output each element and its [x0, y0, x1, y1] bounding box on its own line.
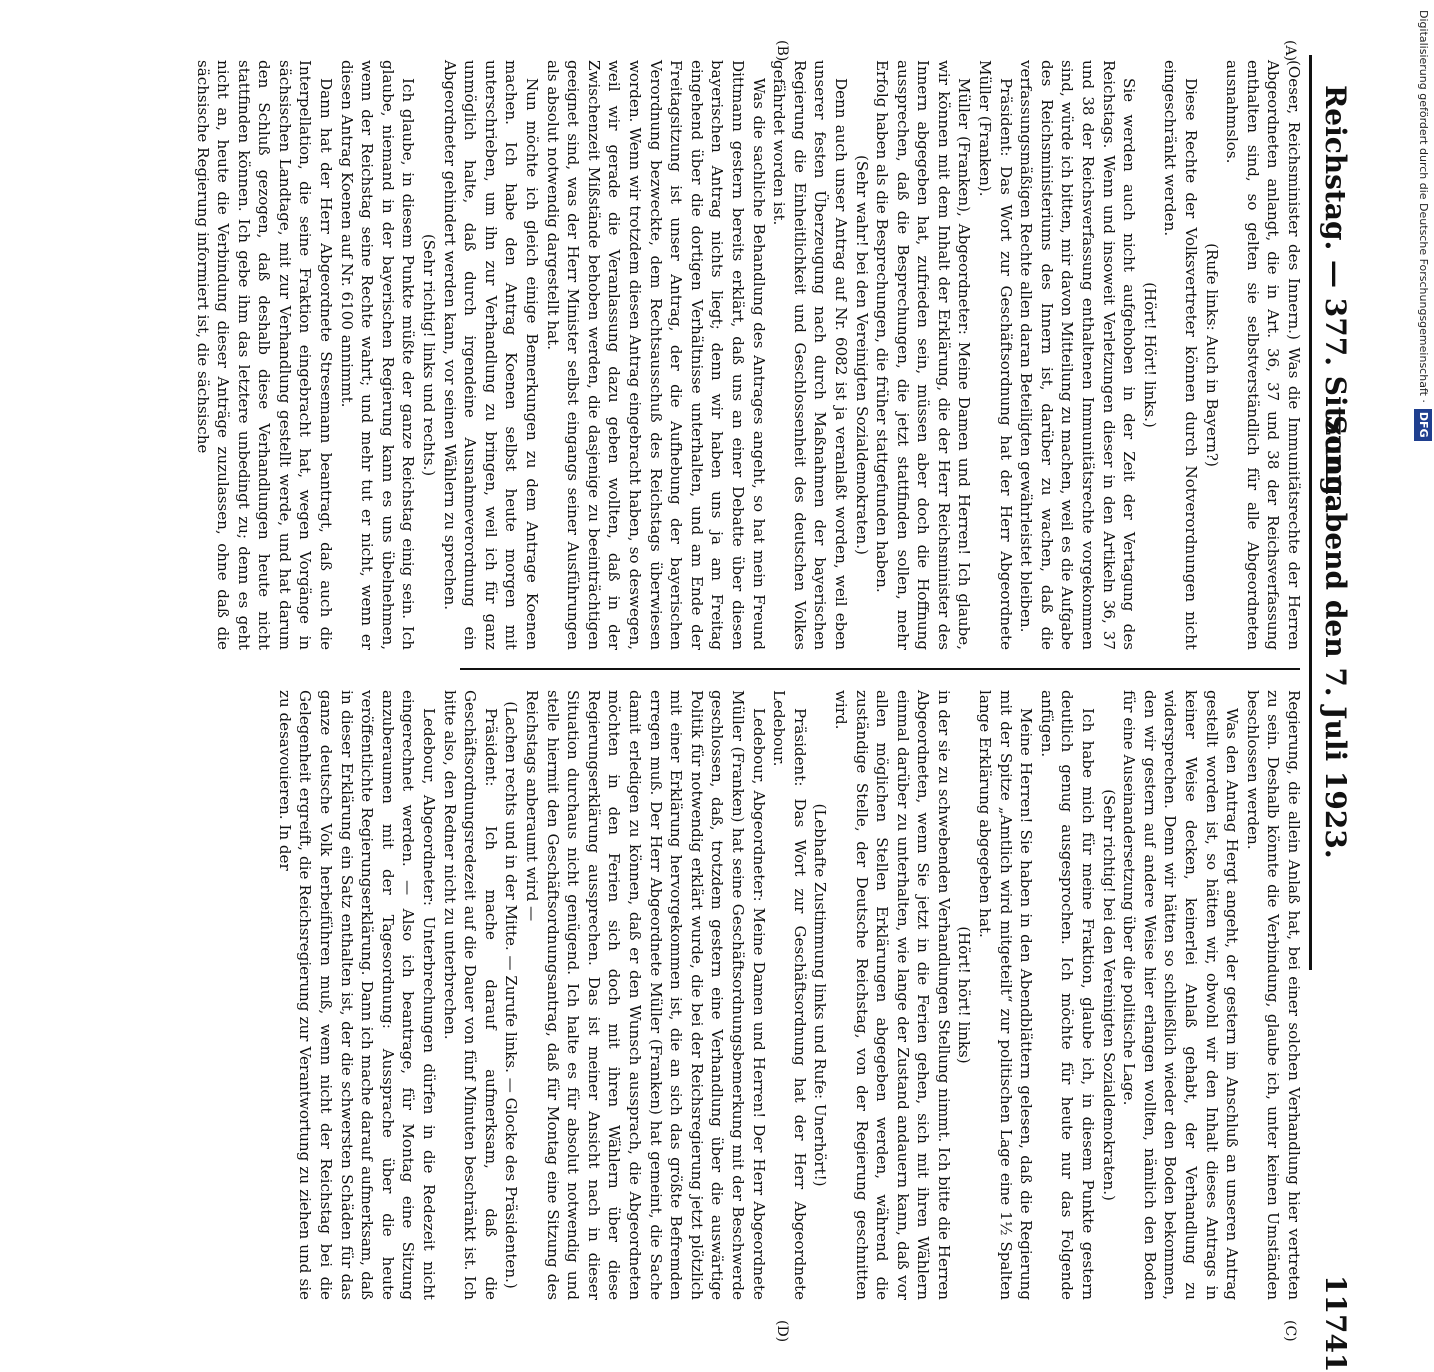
- paragraph: Ich habe mich für meine Fraktion, glaube ich, in diesem Punkte gestern deutlich genug ausgesprochen. Ich möchte für heute nur das Folgende anfügen.: [1037, 690, 1098, 1300]
- speaker-paragraph: Ledebour, Abgeordneter: Unterbrechungen dürfen in die Redezeit nicht eingerechnet werden. — Also ich beantrage, für Montag eine Sitzung anzuberaumen mit der Tagesordnung: Aussprache über die heute veröffentlichte Regierungserklärung. Dann ich mache darauf aufmerksam, daß in dieser Erklärung ein Satz enthalten ist, der die schwersten Schäden für das ganze deutsche Volk herbeiführen muß, wenn nicht der Reichstag bei die Gelegenheit ergreift, die Reichsregierung zur Verantwortung zu ziehen und sie zu desavouieren. In der: [275, 690, 439, 1300]
- speaker-paragraph: Präsident: Das Wort zur Geschäftsordnung hat der Herr Abgeordnete Müller (Franken).: [976, 60, 1015, 650]
- paragraph: in der sie zu schwebenden Verhandlungen Stellung nimmt. Ich bitte die Herren Abgeordneten, wenn Sie jetzt in die Ferien gehen, sich mit ihren Wählern einmal darüber zu unterhalten, wie lange der Zustand andauern kann, daß vor allen möglichen Stellen Erklärungen abgegeben werden, während die zuständige Stelle, der Deutsche Reichstag, von der Regierung geschnitten wird.: [831, 690, 953, 1300]
- paragraph: Denn auch unser Antrag auf Nr. 6082 ist ja veranlaßt worden, weil eben unserer festen Überzeugung nach durch Maßnahmen der bayerischen Regierung die Einheitlichkeit und Geschlossenheit des deutschen Volkes gefährdet worden ist.: [770, 60, 850, 650]
- interjection: (Lachen rechts und in der Mitte. — Zurufe links. — Glocke des Präsidenten.): [502, 701, 521, 1289]
- page-header: [1309, 55, 1360, 1372]
- text-column-right: [275, 690, 1304, 1300]
- credit-text: Digitalisierung gefördert durch die Deutsche Forschungsgemeinschaft ·: [1417, 10, 1430, 403]
- paragraph: Meine Herren! Sie haben in den Abendblättern gelesen, daß die Regierung mit der Spitze „Amtlich wird mitgeteilt“ zur politischen Lage eine 1½ Spalten lange Erklärung abgegeben hat.: [976, 690, 1036, 1300]
- paragraph: Regierung, die allein Anlaß hat, bei einer solchen Verhandlung hier vertreten zu sein. Deshalb könnte die Verbindung, glaube ich, unter keinen Umständen beschlossen werden.: [1243, 690, 1303, 1300]
- interjection: (Sehr richtig! bei den Vereinigten Sozialdemokraten.): [1099, 789, 1118, 1201]
- paragraph: Diese Rechte der Volksvertreter können durch Notverordnungen nicht eingeschränkt werden.: [1161, 60, 1201, 650]
- header-left: Reichstag. — 377. Sitzung.: [1319, 85, 1352, 506]
- interjection: (Sehr richtig! links und rechts.): [420, 233, 439, 477]
- interjection: (Hört! Hört! links.): [1140, 282, 1159, 428]
- paragraph: Was die sachliche Behandlung des Antrages angeht, so hat mein Freund Dittmann gestern bereits erklärt, daß uns an einer Debatte über diesen bayerischen Antrag nichts liegt; denn wir haben uns ja am Freitag eingehend über die dortigen Verhältnisse unterhalten, und am Ende der Freitagsitzung ist unser Antrag, der die Aufhebung der bayerischen Verordnung bezweckte, dem Rechtsausschuß des Reichstags überwiesen worden. Wenn wir trotzdem diesen Antrag eingebracht haben, so deswegen, weil wir gerade die Veranlassung dazu geben wollten, daß in der Zwischenzeit Mißstände behoben werden, die dasjenige zu beeinträchtigen geeignet sind, was der Herr Minister selbst eingangs seiner Ausführungen als absolut notwendig dargestellt hat.: [543, 60, 768, 650]
- margin-marker-c: (C): [1282, 1320, 1298, 1342]
- page-number: 11741: [1319, 1275, 1352, 1372]
- paragraph: (Oeser, Reichsminister des Innern.) Was die Immunitätsrechte der Herren Abgeordneten anlangt, die in Art. 36, 37 und 38 der Reichsverfassung enthalten sind, so gelten sie selbstverständlich für alle Abgeordneten ausnahmslos.: [1223, 60, 1303, 650]
- interjection: (Lebhafte Zustimmung links und Rufe: Unerhört!): [811, 803, 830, 1187]
- paragraph: Nun möchte ich gleich einige Bemerkungen zu dem Antrage Koenen machen. Ich habe den Antrag Koenen selbst heute morgen mit unterschrieben, um ihn zur Verhandlung zu bringen, weil ich für ganz unmöglich halte, daß durch irgendeine Ausnahmeverordnung ein Abgeordneter gehindert werden kann, vor seinen Wählern zu sprechen.: [440, 60, 542, 650]
- digitization-credit: [1416, 10, 1434, 990]
- speaker-paragraph: Präsident: Ich mache darauf aufmerksam, daß die Geschäftsordnungsredezeit auf die Dauer von fünf Minuten beschränkt ist. Ich bitte also, den Redner nicht zu unterbrechen.: [440, 690, 500, 1300]
- margin-marker-a: (A): [1282, 40, 1298, 62]
- speaker-paragraph: Müller (Franken), Abgeordneter: Meine Damen und Herren! Ich glaube, wir können mit dem Inhalt der Erklärung, die der Herr Reichsminister des Innern abgegeben hat, zufrieden sein, müssen aber doch die Hoffnung aussprechen, daß die Besprechungen, die jetzt stattfinden sollen, mehr Erfolg haben als die Besprechungen, die früher stattgefunden haben.: [873, 60, 974, 650]
- dfg-logo: DFG: [1414, 409, 1432, 441]
- paragraph: Dann hat der Herr Abgeordnete Stresemann beantragt, daß auch die Interpellation, die seine Fraktion eingebracht hat, wegen Vorgänge in sächsischen Landtage, mit zur Verhandlung gestellt werde, und hat darum den Schluß gezogen, daß deshalb diese Verhandlungen heute nicht stattfinden können. Ich gebe ihm das letztere unbedingt zu; denn es geht nicht an, heute die Verbindung dieser Anträge zuzulassen, ohne daß die sächsische Regierung informiert ist, die sächsische: [193, 60, 336, 650]
- interjection: (Sehr wahr! bei den Vereinigten Sozialdemokraten.): [852, 155, 871, 555]
- margin-marker-b: (B): [774, 40, 790, 62]
- interjection: (Rufe links: Auch in Bayern?): [1202, 243, 1221, 467]
- speaker-paragraph: Präsident: Das Wort zur Geschäftsordnung hat der Herr Abgeordnete Ledebour.: [770, 690, 809, 1300]
- speaker-paragraph: Ledebour, Abgeordneter: Meine Damen und Herren! Der Herr Abgeordnete Müller (Franken) hat seine Geschäftsordnungsbemerkung mit der Beschwerde geschlossen, daß, trotzdem gestern eine Verhandlung über die auswärtige Politik für notwendig erklärt wurde, die bei der Reichsregierung jetzt plötzlich mit einer Erklärung hervorgekommen ist, die an sich das größte Befremden erregen muß. Der Herr Abgeordnete Müller (Franken) hat gemeint, die Sache damit erledigen zu können, daß er den Wunsch aussprach, die Abgeordneten möchten in den Ferien sich doch mit ihren Wählern über diese Regierungserklärung aussprechen. Das ist meiner Ansicht nach in dieser Situation durchaus nicht genügend. Ich halte es für absolut notwendig und stelle hiermit den Geschäftsordnungsantrag, daß für Montag eine Sitzung des Reichstags anberaumt wird —: [523, 690, 768, 1300]
- paragraph: Was den Antrag Hergt angeht, der gestern im Anschluß an unseren Antrag gestellt worden ist, so hätten wir, obwohl wir den Inhalt dieses Antrags in keiner Weise decken, keinerlei Anlaß gehabt, der Verhandlung zu widersprechen. Denn wir hätten so schließlich wieder den Boden bekommen, den wir gestern auf andere Weise hier erlangen wollten, nämlich den Boden für eine Auseinandersetzung über die politische Lage.: [1120, 690, 1242, 1300]
- column-divider: [460, 668, 1300, 670]
- paragraph: Sie werden auch nicht aufgehoben in der Zeit der Vertagung des Reichstags. Wenn und insoweit Verletzungen dieser in den Artikeln 36, 37 und 38 der Reichsverfassung enthaltenen Immunitätsrechte vorgekommen sind, würde ich bitten, mir davon Mitteilung zu machen, weil es die Aufgabe des Reichsministeriums des Innern ist, darüber zu wachen, daß die verfassungsmäßigen Rechte allen daran Beteiligten gewährleistet bleiben.: [1017, 60, 1139, 650]
- header-date: Sonnabend den 7. Juli 1923.: [1319, 415, 1352, 859]
- paragraph: Ich glaube, in diesem Punkte müßte der ganze Reichstag einig sein. Ich glaube, niemand in der bayerischen Regierung kann es uns übelnehmen, wenn der Reichstag seine Rechte wahrt; und mehr tut er nicht, wenn er diesen Antrag Koenen auf Nr. 6100 annimmt.: [337, 60, 418, 650]
- margin-marker-d: (D): [774, 1320, 790, 1343]
- interjection: (Hört! hört! links): [955, 926, 974, 1064]
- text-column-left: [193, 60, 1304, 650]
